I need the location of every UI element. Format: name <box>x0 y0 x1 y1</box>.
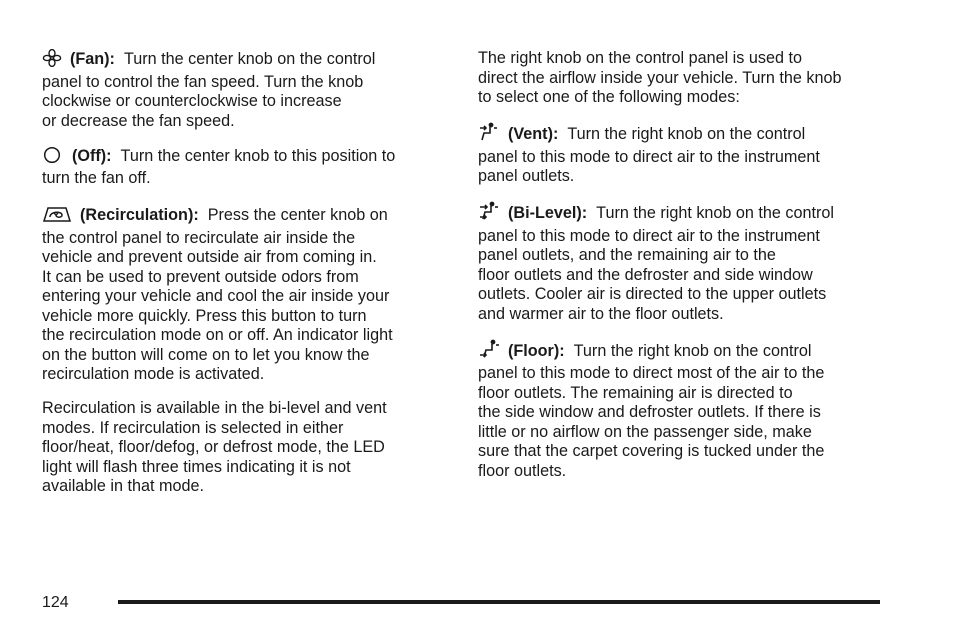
page-number: 124 <box>42 594 69 611</box>
left-column <box>42 49 442 511</box>
bi-level-mode-icon <box>478 201 500 227</box>
right-column <box>478 49 888 496</box>
off-circle-icon <box>42 146 64 170</box>
recirculation-icon <box>42 203 72 229</box>
fan-icon <box>42 49 62 73</box>
vent-paragraph: (Vent): Turn the right knob on the control panel to this mode to direct air to the instrument panel outlets. <box>478 122 888 187</box>
off-paragraph: (Off): Turn the center knob to this position to turn the fan off. <box>42 146 396 187</box>
vent-term: (Vent): <box>508 125 559 143</box>
recirculation-note-paragraph: Recirculation is available in the bi-level and vent modes. If recirculation is selected in either floor/heat, floor/defog, or defrost mode, the LED light will flash three times indicating it is not available in that mode. <box>42 399 387 495</box>
floor-paragraph: (Floor): Turn the right knob on the control panel to this mode to direct most of the air to the floor outlets. The remaining air is directed to the side window and defroster outlets. If there is little or no airflow on the passenger side, make sure that the carpet covering is tucked under the floor outlets. <box>478 339 888 482</box>
footer-rule <box>118 600 880 604</box>
recirculation-term: (Recirculation): <box>80 206 199 224</box>
bi-level-term: (Bi-Level): <box>508 204 588 222</box>
modes-intro-paragraph: The right knob on the control panel is used to direct the airflow inside your vehicle. Turn the knob to select one of the following modes: <box>478 49 842 106</box>
fan-term: (Fan): <box>70 50 115 68</box>
recirculation-paragraph: (Recirculation): Press the center knob on the control panel to recirculate air inside the vehicle and prevent outside air from coming in. It can be used to prevent outside odors from entering your vehicle and cool the air inside your vehicle more quickly. Press this button to turn the recirculation mode on or off. An indicator light on the button will come on to let you know the recirculation mode is activated. <box>42 203 442 385</box>
fan-paragraph: (Fan): Turn the center knob on the control panel to control the fan speed. Turn the knob clockwise or counterclockwise to increase or decrease the fan speed. <box>42 50 376 130</box>
vent-mode-icon <box>478 122 500 148</box>
bi-level-paragraph: (Bi-Level): Turn the right knob on the control panel to this mode to direct air to the instrument panel outlets, and the remaining air to the floor outlets and the defroster and side window outlets. Cooler air is directed to the upper outlets and warmer air to the floor outlets. <box>478 201 888 324</box>
floor-term: (Floor): <box>508 341 565 360</box>
off-term: (Off): <box>72 146 112 165</box>
floor-mode-icon <box>478 339 500 365</box>
